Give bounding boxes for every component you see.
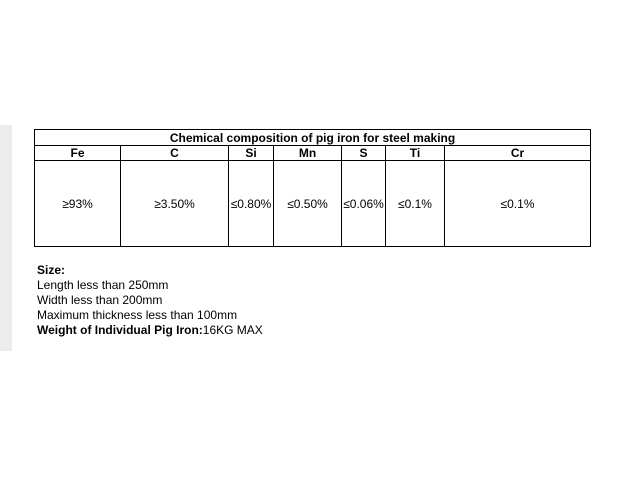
value-fe: ≥93% <box>35 161 121 247</box>
composition-table <box>34 129 591 247</box>
value-c: ≥3.50% <box>121 161 229 247</box>
header-si: Si <box>229 146 274 161</box>
size-notes <box>37 263 263 338</box>
header-mn: Mn <box>274 146 342 161</box>
header-ti: Ti <box>386 146 445 161</box>
value-ti: ≤0.1% <box>386 161 445 247</box>
header-c: C <box>121 146 229 161</box>
left-edge-strip <box>0 125 12 351</box>
value-si: ≤0.80% <box>229 161 274 247</box>
header-cr: Cr <box>445 146 591 161</box>
size-label: Size: <box>37 263 66 277</box>
weight-label: Weight of Individual Pig Iron: <box>37 323 203 337</box>
weight-value: 16KG MAX <box>202 323 263 337</box>
table-row <box>35 161 591 247</box>
value-mn: ≤0.50% <box>274 161 342 247</box>
thickness-note: Maximum thickness less than 100mm <box>37 308 238 322</box>
header-s: S <box>342 146 386 161</box>
value-cr: ≤0.1% <box>445 161 591 247</box>
width-note: Width less than 200mm <box>37 293 163 307</box>
table-header-row <box>35 146 591 161</box>
header-fe: Fe <box>35 146 121 161</box>
value-s: ≤0.06% <box>342 161 386 247</box>
weight-line <box>37 323 263 338</box>
length-note: Length less than 250mm <box>37 278 169 292</box>
table-title: Chemical composition of pig iron for steel making <box>35 130 591 146</box>
